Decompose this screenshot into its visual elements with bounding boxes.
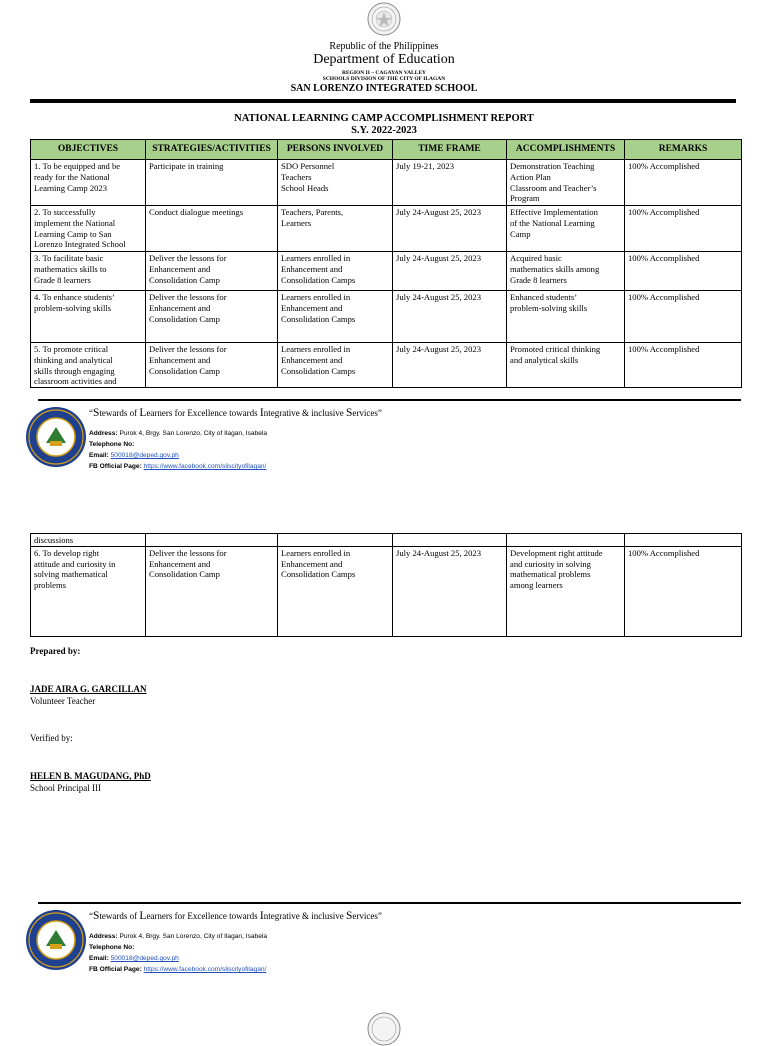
school-motto: “Stewards of Learners for Excellence towards Integrative & inclusive Services” [89,910,382,922]
table-row [31,343,742,388]
persons-cell [278,534,393,547]
table-row [31,291,742,343]
persons-cell: Learners enrolled in Enhancement and Consolidation Camps [278,252,393,291]
school-footer [24,405,744,469]
fb-page-link[interactable]: https://www.facebook.com/sliscityofilagan/ [143,463,267,470]
accomplishment-cell: Promoted critical thinking and analytical skills [507,343,625,388]
verifier-name: HELEN B. MAGUDANG, PhD [30,771,151,781]
accomplishment-table [30,139,742,388]
column-header: TIME FRAME [393,140,507,160]
persons-cell: Learners enrolled in Enhancement and Consolidation Camps [278,291,393,343]
remarks-cell: 100% Accomplished [625,160,742,206]
accomplishment-table-continued [30,533,742,637]
school-footer [24,908,744,972]
objective-cell: 4. To enhance students’ problem-solving skills [31,291,146,343]
accomplishment-cell: Development right attitude and curiosity in solving mathematical problems among learners [507,546,625,636]
time-frame-cell: July 24-August 25, 2023 [393,252,507,291]
strategy-cell: Conduct dialogue meetings [146,206,278,252]
telephone-line: Telephone No: [89,944,135,951]
school-motto: “Stewards of Learners for Excellence towards Integrative & inclusive Services” [89,407,382,419]
address-line: Address: Purok 4, Brgy. San Lorenzo, City of Ilagan, Isabela [89,430,268,437]
prepared-by-label: Prepared by: [30,646,81,656]
verified-by-label: Verified by: [30,733,73,743]
table-row [31,160,742,206]
deped-seal-icon [367,2,401,36]
address-line: Address: Purok 4, Brgy. San Lorenzo, City of Ilagan, Isabela [89,933,268,940]
email-link[interactable]: 500018@deped.gov.ph [110,955,179,962]
persons-cell: Learners enrolled in Enhancement and Consolidation Camps [278,546,393,636]
table-row [31,206,742,252]
strategy-cell: Deliver the lessons for Enhancement and Consolidation Camp [146,252,278,291]
objective-cell: 3. To facilitate basic mathematics skills to Grade 8 learners [31,252,146,291]
column-header: OBJECTIVES [31,140,146,160]
accomplishment-cell: Enhanced students’ problem-solving skills [507,291,625,343]
remarks-cell: 100% Accomplished [625,546,742,636]
republic-line: Republic of the Philippines [329,41,439,52]
accomplishment-cell: Acquired basic mathematics skills among Grade 8 learners [507,252,625,291]
department-line: Department of Education [313,52,455,67]
email-line: Email: 500018@deped.gov.ph [89,955,179,962]
footer-divider [38,399,741,401]
time-frame-cell [393,534,507,547]
deped-seal-icon [367,1012,401,1046]
strategy-cell: Participate in training [146,160,278,206]
fb-page-line: FB Official Page: https://www.facebook.com/sliscityofilagan/ [89,966,267,973]
column-header: REMARKS [625,140,742,160]
objective-cell: 6. To develop right attitude and curiosity in solving mathematical problems [31,546,146,636]
objective-cell: 1. To be equipped and be ready for the National Learning Camp 2023 [31,160,146,206]
column-header: STRATEGIES/ACTIVITIES [146,140,278,160]
remarks-cell: 100% Accomplished [625,252,742,291]
verifier-title: School Principal III [30,783,101,793]
preparer-name: JADE AIRA G. GARCILLAN [30,684,147,694]
table-row [31,534,742,547]
persons-cell: SDO Personnel Teachers School Heads [278,160,393,206]
strategy-cell [146,534,278,547]
objective-cell: 2. To successfully implement the National Learning Camp to San Lorenzo Integrated School [31,206,146,252]
persons-cell: Learners enrolled in Enhancement and Consolidation Camps [278,343,393,388]
time-frame-cell: July 24-August 25, 2023 [393,546,507,636]
report-school-year: S.Y. 2022-2023 [351,125,417,136]
table-header-row [31,140,742,160]
division-line: SCHOOLS DIVISION OF THE CITY OF ILAGAN [322,76,446,82]
fb-page-link[interactable]: https://www.facebook.com/sliscityofilagan/ [143,966,267,973]
region-line: REGION II – CAGAYAN VALLEY [341,70,427,76]
table-row [31,252,742,291]
school-name: SAN LORENZO INTEGRATED SCHOOL [290,83,478,94]
time-frame-cell: July 19-21, 2023 [393,160,507,206]
school-logo-icon [24,405,88,469]
accomplishment-cell: Demonstration Teaching Action Plan Classroom and Teacher’s Program [507,160,625,206]
persons-cell: Teachers, Parents, Learners [278,206,393,252]
accomplishment-cell [507,534,625,547]
table-row [31,546,742,636]
remarks-cell: 100% Accomplished [625,343,742,388]
time-frame-cell: July 24-August 25, 2023 [393,291,507,343]
objective-cell: 5. To promote critical thinking and analytical skills through engaging classroom activities and [31,343,146,388]
objective-cell: discussions [31,534,146,547]
strategy-cell: Deliver the lessons for Enhancement and Consolidation Camp [146,546,278,636]
telephone-line: Telephone No: [89,441,135,448]
column-header: PERSONS INVOLVED [278,140,393,160]
school-logo-icon [24,908,88,972]
remarks-cell: 100% Accomplished [625,291,742,343]
preparer-title: Volunteer Teacher [30,696,96,706]
report-title: NATIONAL LEARNING CAMP ACCOMPLISHMENT REPORT [234,113,534,124]
time-frame-cell: July 24-August 25, 2023 [393,206,507,252]
email-line: Email: 500018@deped.gov.ph [89,452,179,459]
footer-divider [38,902,741,904]
remarks-cell: 100% Accomplished [625,206,742,252]
email-link[interactable]: 500018@deped.gov.ph [110,452,179,459]
fb-page-line: FB Official Page: https://www.facebook.com/sliscityofilagan/ [89,463,267,470]
time-frame-cell: July 24-August 25, 2023 [393,343,507,388]
accomplishment-cell: Effective Implementation of the National Learning Camp [507,206,625,252]
column-header: ACCOMPLISHMENTS [507,140,625,160]
strategy-cell: Deliver the lessons for Enhancement and Consolidation Camp [146,343,278,388]
remarks-cell [625,534,742,547]
strategy-cell: Deliver the lessons for Enhancement and Consolidation Camp [146,291,278,343]
header-divider [30,99,736,103]
